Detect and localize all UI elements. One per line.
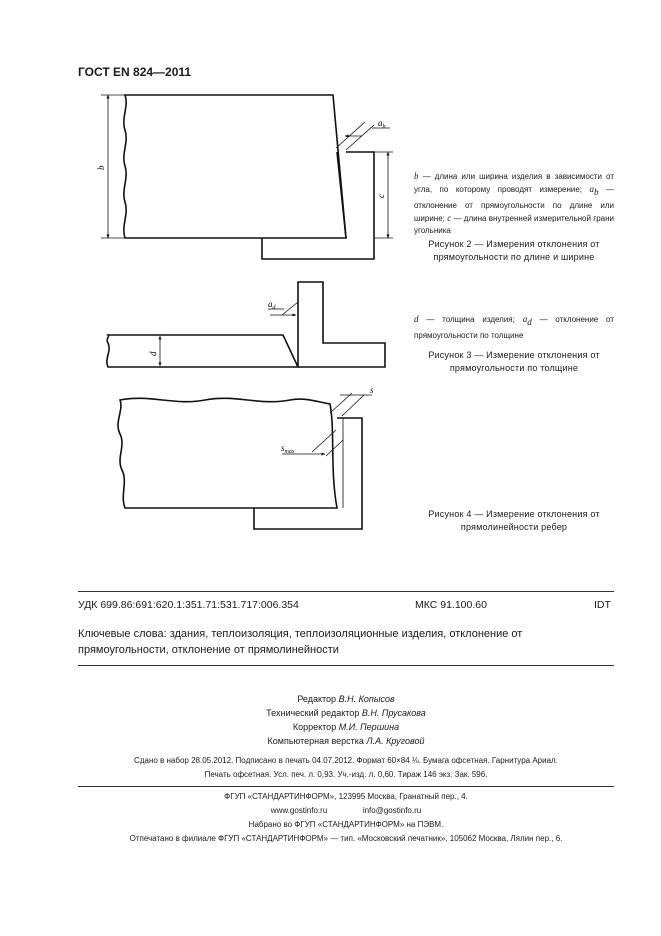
- credits-block: [78, 692, 614, 748]
- fig2-square: [262, 152, 374, 259]
- fig3-specimen: [107, 335, 298, 367]
- fig3-legend: d — толщина изделия; $a_d$ — отклонение от прямоугольности по толщине: [414, 314, 614, 340]
- credit-corrector: Корректор М.И. Першина: [292, 722, 400, 732]
- credit-editor: Редактор В.Н. Копысов: [297, 694, 395, 704]
- credit-tech-editor: Технический редактор В.Н. Прусакова: [266, 708, 426, 718]
- imprint-email[interactable]: info@gostinfo.ru: [362, 806, 422, 815]
- imprint-line-4: Отпечатано в филиале ФГУП «СТАНДАРТИНФОРМ» — тип. «Московский печатник», 105062 Москва, Лялин пер., 6.: [129, 834, 563, 843]
- fig2-square-inner-edge: [337, 152, 346, 238]
- fig2-specimen: [124, 95, 346, 238]
- fig4-caption: Рисунок 4 — Измерение отклонения от прямолинейности ребер: [428, 509, 600, 532]
- fig3-label-ad: $a_d$: [268, 299, 276, 311]
- imprint-contacts: [78, 804, 614, 818]
- imprint-block: [78, 790, 614, 846]
- publication-block: [78, 754, 614, 782]
- fig2-label-ab: $a_b$: [378, 118, 386, 130]
- udk-code: УДК 699.86:691:620.1:351.71:531.717:006.354: [78, 599, 299, 611]
- fig3-square: [298, 282, 385, 367]
- fig4-label-s: s: [370, 385, 374, 395]
- keywords-divider: [78, 665, 614, 666]
- imprint-divider: [78, 786, 614, 787]
- fig4-square: [254, 418, 362, 529]
- imprint-line-1: ФГУП «СТАНДАРТИНФОРМ», 123995 Москва, Гранатный пер., 4.: [224, 792, 468, 801]
- fig3-label-d: d: [148, 351, 158, 356]
- figure-2-drawing: [101, 95, 393, 259]
- top-divider: [78, 591, 614, 592]
- idt-mark: IDT: [594, 599, 611, 611]
- fig4-label-smax: $s_{max}$: [281, 443, 295, 455]
- standard-header: ГОСТ EN 824—2011: [78, 65, 192, 79]
- keywords: Ключевые слова: здания, теплоизоляция, теплоизоляционные изделия, отклонение от прямоугольности, отклонение от прямолинейности: [78, 628, 523, 656]
- fig2-label-c: c: [376, 194, 386, 198]
- fig2-label-b: b: [96, 165, 106, 170]
- fig2-legend: b — длина или ширина изделия в зависимости от угла, по которому проводят измерение; $a_b$ — отклонение от прямоугольности по длине или ширине; c — длина внутренней измерительной грани угольника: [414, 171, 614, 235]
- mks-code: МКС 91.100.60: [415, 599, 487, 611]
- fig3-caption: Рисунок 3 — Измерение отклонения от прямоугольности по толщине: [428, 350, 600, 373]
- publication-line-1: Сдано в набор 28.05.2012. Подписано в печать 04.07.2012. Формат 60×84 ⅛. Бумага офсетная. Гарнитура Ариал.: [134, 756, 558, 765]
- imprint-website[interactable]: www.gostinfo.ru: [270, 806, 328, 815]
- publication-line-2: Печать офсетная. Усл. печ. л. 0,93. Уч.-изд. л. 0,60. Тираж 146 экз. Зак. 596.: [204, 770, 488, 779]
- figure-4-drawing: [118, 393, 372, 529]
- credit-layout: Компьютерная верстка Л.А. Круговой: [267, 736, 425, 746]
- fig2-caption: Рисунок 2 — Измерения отклонения от прямоугольности по длине и ширине: [428, 239, 600, 262]
- imprint-line-3: Набрано во ФГУП «СТАНДАРТИНФОРМ» на ПЭВМ.: [248, 820, 444, 829]
- fig4-specimen: [118, 398, 337, 508]
